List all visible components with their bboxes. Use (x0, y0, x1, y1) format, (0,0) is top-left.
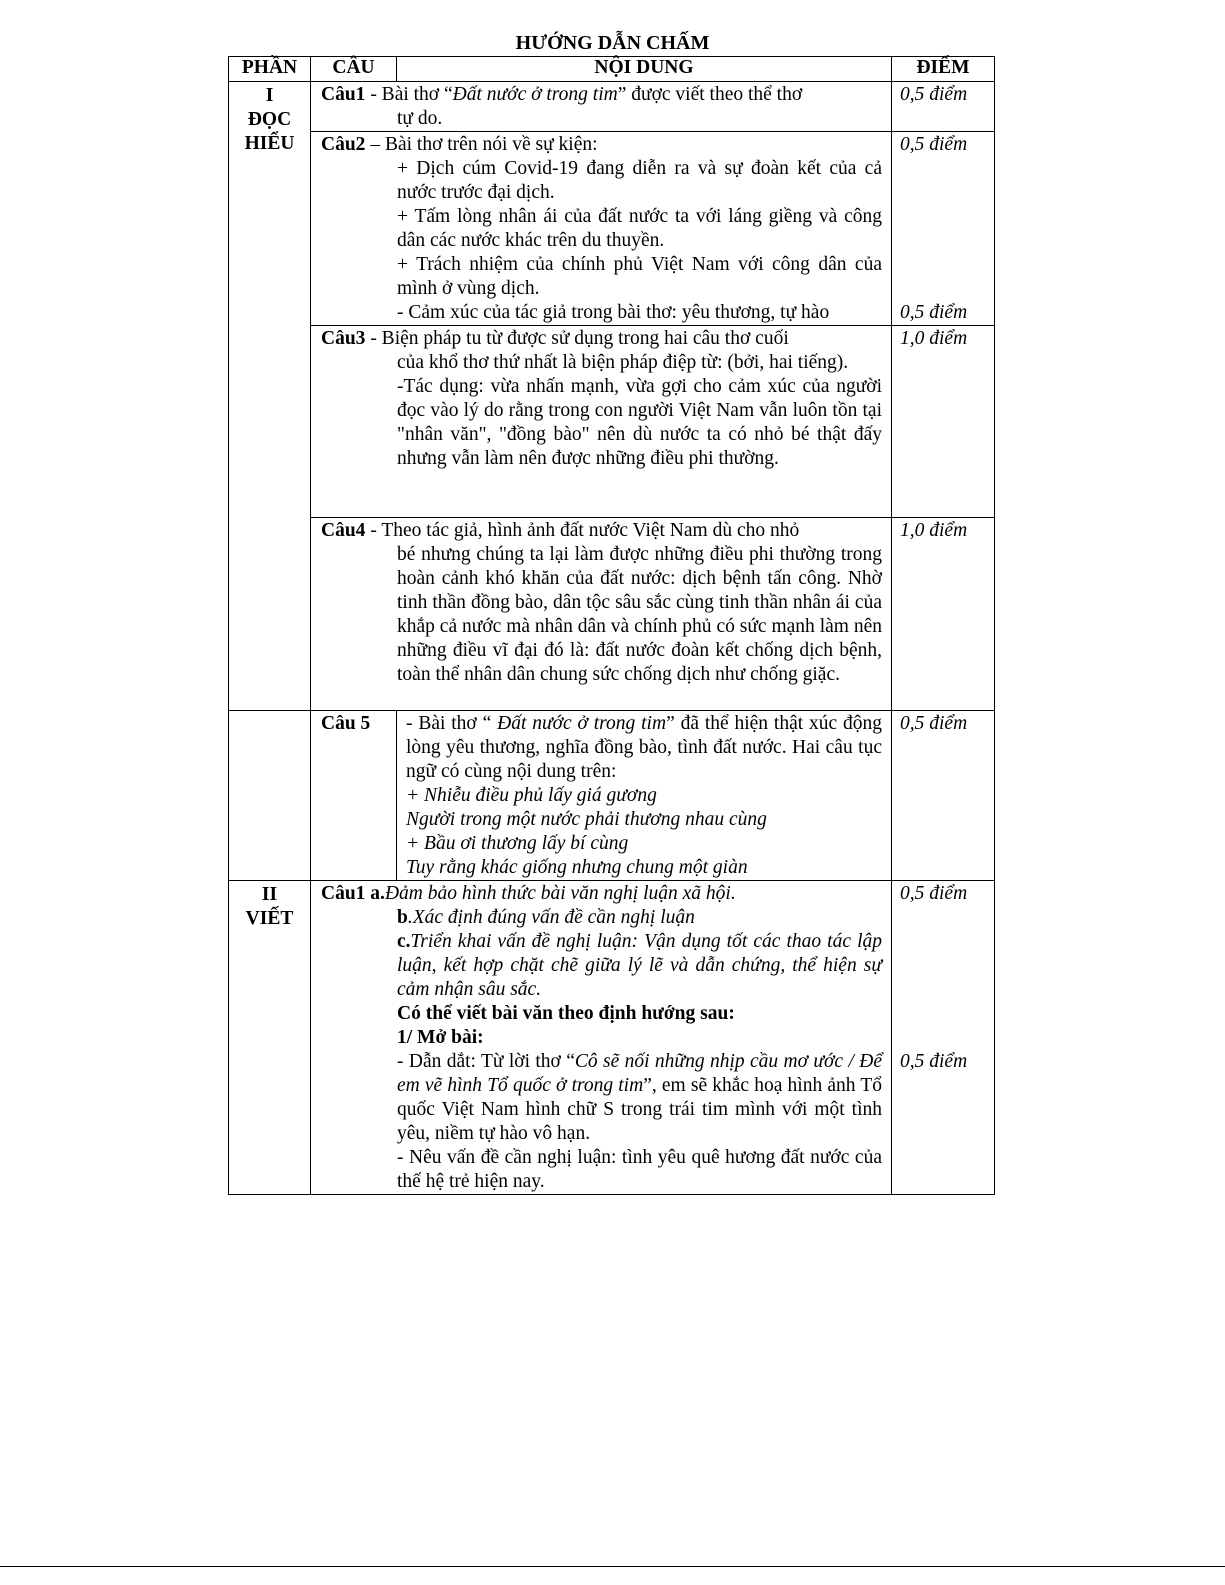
score: 0,5 điểm 0,5 điểm (892, 132, 995, 326)
table-row (229, 711, 995, 881)
page-bottom-divider (0, 1566, 1225, 1567)
part-2-question-1-cell: Câu1 a. Đảm bảo hình thức bài văn nghị luận xã hội. b.Xác định đúng vấn đề cần nghị luận c.Triển khai vấn đề nghị luận: Vận dụng tốt các thao tác lập luận, kết hợp chặt chẽ giữa lý lẽ và dẫn chứng, thể hiện sự cảm nhận sâu sắc. Có thể viết bài văn theo định hướng sau: 1/ Mở bài: - Dẫn dắt: Từ lời thơ “Cô sẽ nối những nhịp cầu mơ ước / Để em vẽ hình Tổ quốc ở trong tim”, em sẽ khắc hoạ hình ảnh Tổ quốc Việt Nam hình chữ S trong trái tim mình với một tình yêu, niềm tự hào vô hạn. - Nêu vấn đề cần nghị luận: tình yêu quê hương đất nước của thế hệ trẻ hiện nay. (311, 881, 892, 1195)
question-label: Câu1 a. (321, 883, 385, 904)
score: 0,5 điểm (892, 711, 995, 881)
question-5-content: - Bài thơ “ Đất nước ở trong tim” đã thể hiện thật xúc động lòng yêu thương, nghĩa đồng bào, tình đất nước. Hai câu tục ngữ có cùng nội dung trên: + Nhiễu điều phủ lấy giá gương Người trong một nước phải thương nhau cùng + Bầu ơi thương lấy bí cùng Tuy rằng khác giống nhưng chung một giàn (397, 711, 892, 881)
score: 0,5 điểm (892, 82, 995, 132)
table-row (229, 881, 995, 1195)
score: 1,0 điểm (892, 326, 995, 518)
question-label: Câu3 - B (321, 328, 395, 349)
part-2-roman: II (261, 884, 278, 905)
page-blank-area (0, 1190, 1225, 1564)
page-title: HƯỚNG DẪN CHẤM (515, 32, 710, 54)
header-diem: ĐIỂM (892, 57, 995, 82)
table-row (229, 518, 995, 711)
header-cau: CÂU (311, 57, 397, 82)
question-label: Câu2 – B (321, 134, 398, 155)
table-row (229, 132, 995, 326)
question-5-label-cell (311, 711, 397, 881)
part-1-name-line1: ĐỌC (247, 109, 292, 130)
part-2-name: VIẾT (245, 908, 294, 929)
question-label: Câu1 - B (321, 84, 395, 105)
part-1-cell (229, 82, 311, 711)
table-row (229, 326, 995, 518)
part-empty-cell (229, 711, 311, 881)
header-row (229, 57, 995, 82)
part-1-roman: I (265, 85, 274, 106)
score: 1,0 điểm (892, 518, 995, 711)
question-3-cell: Câu3 - B iện pháp tu từ được sử dụng trong hai câu thơ cuối của khổ thơ thứ nhất là biện pháp điệp từ: (bởi, hai tiếng). -Tác dụng: vừa nhấn mạnh, vừa gợi cho cảm xúc của người đọc vào lý do rằng trong con người Việt Nam vẫn luôn tồn tại "nhân văn", "đồng bào" nên dù nước ta có nhỏ bé thật đấy nhưng vẫn làm nên được những điều phi thường. (311, 326, 892, 518)
part-1-name-line2: HIỂU (244, 133, 295, 154)
question-label: Câu4 - T (321, 520, 394, 541)
part-2-cell (229, 881, 311, 1195)
grading-table (228, 56, 995, 1195)
question-2-cell: Câu2 – B ài thơ trên nói về sự kiện: + Dịch cúm Covid-19 đang diễn ra và sự đoàn kết của cả nước trước đại dịch. + Tấm lòng nhân ái của đất nước ta với láng giềng và công dân các nước khác trên du thuyền. + Trách nhiệm của chính phủ Việt Nam với công dân của mình ở vùng dịch. - Cảm xúc của tác giả trong bài thơ: yêu thương, tự hào (311, 132, 892, 326)
header-phan: PHẦN (229, 57, 311, 82)
header-noi-dung: NỘI DUNG (397, 57, 892, 82)
question-label: Câu 5 (321, 713, 371, 734)
score: 0,5 điểm 0,5 điểm (892, 881, 995, 1195)
question-1-cell: Câu1 - B ài thơ “Đất nước ở trong tim” được viết theo thể thơ tự do. (311, 82, 892, 132)
question-4-cell: Câu4 - T heo tác giả, hình ảnh đất nước Việt Nam dù cho nhỏ bé nhưng chúng ta lại làm được những điều phi thường trong hoàn cảnh khó khăn của đất nước: dịch bệnh tấn công. Nhờ tinh thần đồng bào, dân tộc sâu sắc cùng tinh thần nhân ái của khắp cả nước mà nhân dân và chính phủ có sức mạnh làm nên những điều vĩ đại đó là: đất nước đoàn kết chống dịch bệnh, toàn thể nhân dân chung sức chống dịch như chống giặc. (311, 518, 892, 711)
table-row (229, 82, 995, 132)
